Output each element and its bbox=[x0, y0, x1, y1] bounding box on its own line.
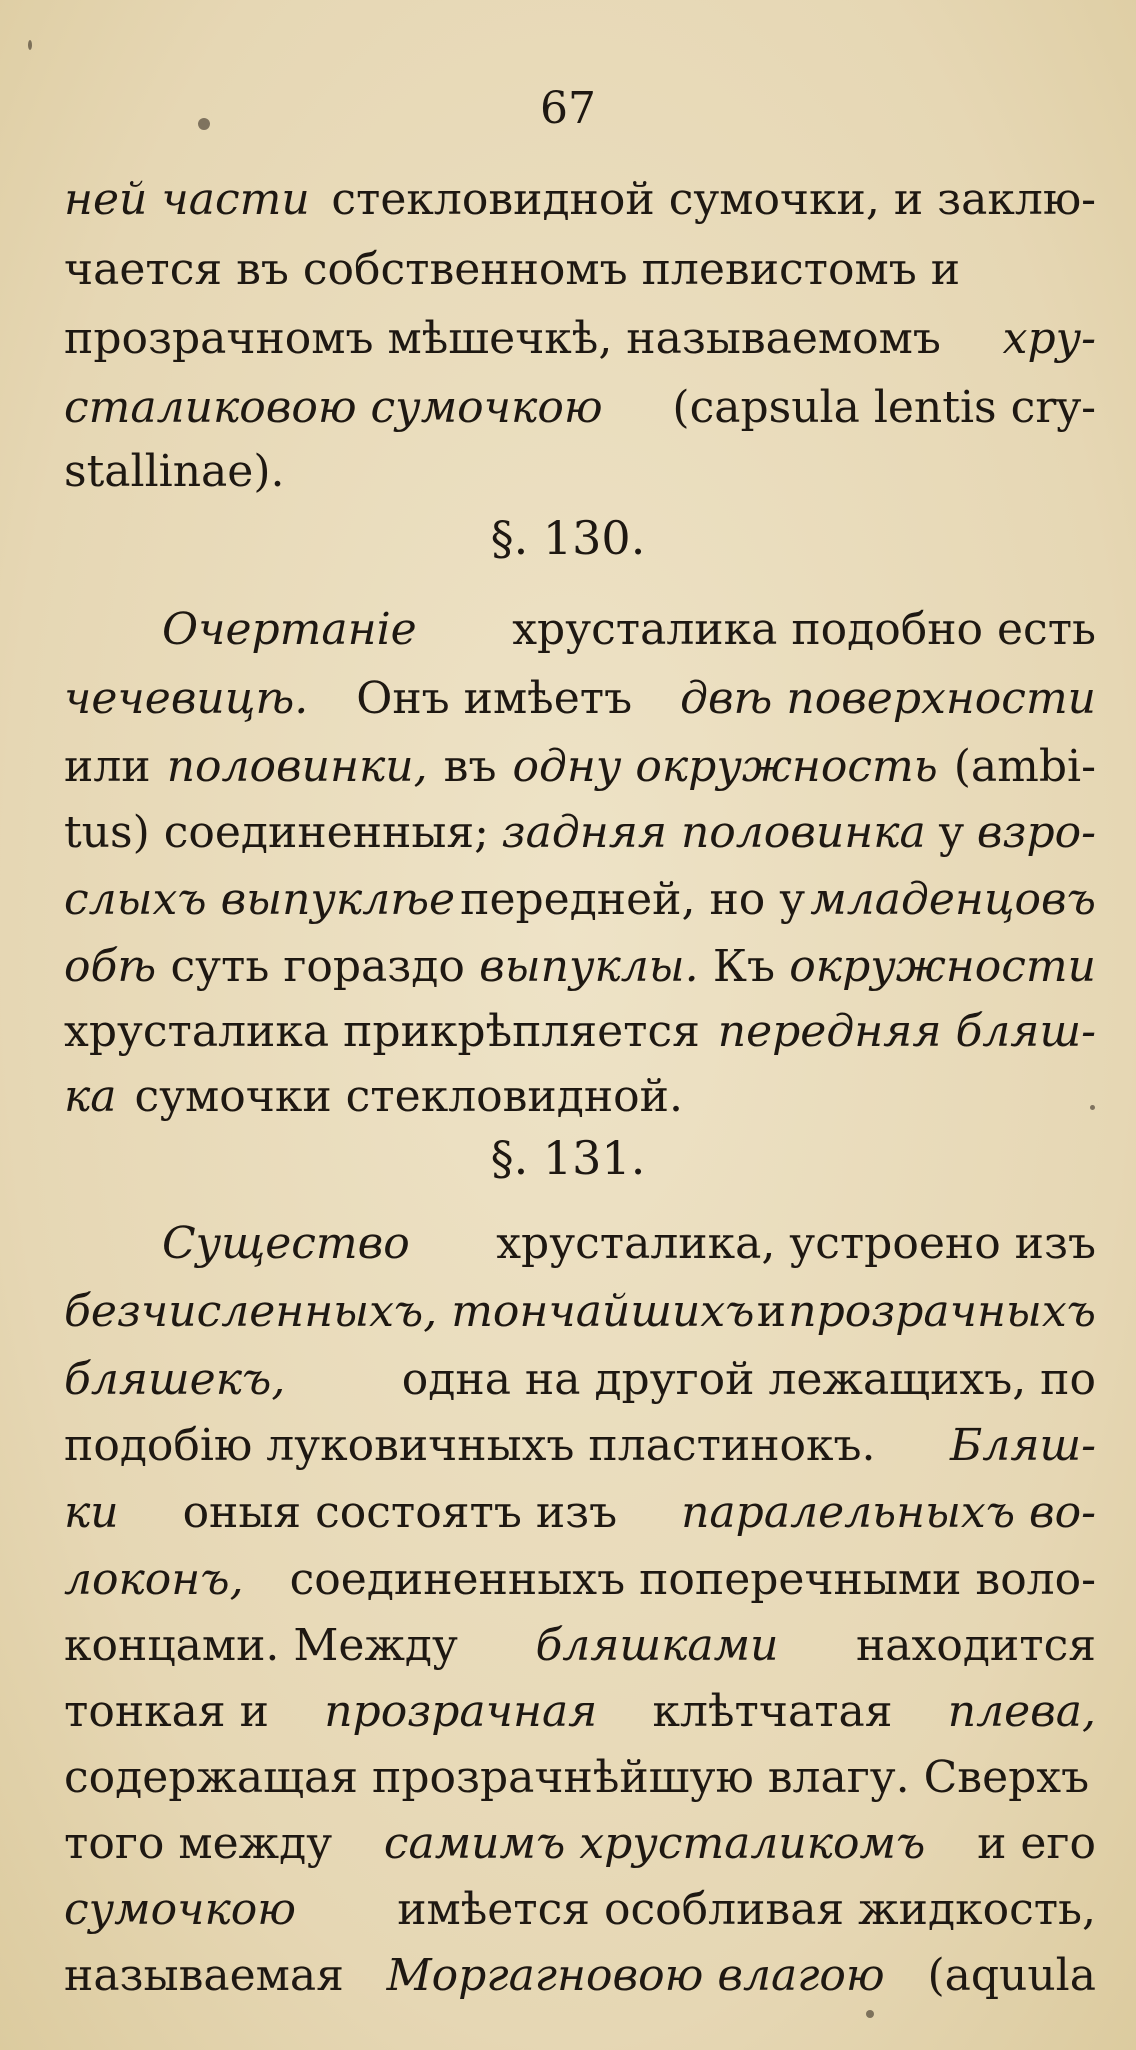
italic-term: взро- bbox=[976, 807, 1096, 858]
ink-speck bbox=[866, 2010, 874, 2018]
text-segment: хрусталика подобно есть bbox=[512, 604, 1096, 655]
text-line bbox=[64, 1614, 1096, 1678]
text-line bbox=[64, 1000, 1096, 1064]
italic-term: двѣ поверхности bbox=[680, 673, 1096, 724]
italic-term: передняя бляш- bbox=[717, 1006, 1096, 1057]
ink-speck bbox=[198, 118, 210, 130]
text-line bbox=[64, 1878, 1096, 1942]
text-segment: хрусталика прикрѣпляется bbox=[64, 1006, 700, 1057]
text-segment: суть гораздо bbox=[170, 941, 465, 992]
text-segment: сумочки стекловидной. bbox=[134, 1071, 683, 1122]
italic-term: прозрачная bbox=[324, 1686, 598, 1737]
text-line bbox=[64, 168, 1096, 232]
italic-term: обѣ bbox=[64, 941, 157, 992]
text-segment: того между bbox=[64, 1818, 333, 1869]
italic-term: слыхъ выпуклѣе bbox=[64, 874, 456, 925]
italic-term: бляшками bbox=[535, 1620, 779, 1671]
italic-term: окружности bbox=[789, 941, 1096, 992]
text-segment: Къ bbox=[712, 941, 775, 992]
text-segment: соединенныхъ поперечными воло- bbox=[289, 1554, 1096, 1605]
italic-term: ки bbox=[64, 1487, 119, 1538]
text-line bbox=[162, 598, 1096, 662]
italic-term: плева, bbox=[947, 1686, 1096, 1737]
text-segment: одна на другой лежащихъ, по bbox=[401, 1354, 1096, 1405]
italic-term: прозрачныхъ bbox=[788, 1286, 1096, 1337]
page-number: 67 bbox=[540, 83, 596, 134]
text-line bbox=[64, 801, 1096, 865]
section-heading-130: §. 130. bbox=[490, 511, 646, 565]
italic-term: Очертаніе bbox=[162, 604, 417, 655]
text-segment: (capsula lentis cry- bbox=[672, 382, 1096, 433]
text-line bbox=[64, 1414, 1096, 1478]
italic-term: младенцовъ bbox=[810, 874, 1096, 925]
text-line bbox=[64, 1944, 1096, 2008]
text-line bbox=[64, 667, 1096, 731]
italic-term: Бляш- bbox=[949, 1420, 1096, 1471]
text-segment: Онъ имѣетъ bbox=[356, 673, 633, 724]
italic-term: локонъ, bbox=[64, 1554, 244, 1605]
text-line bbox=[64, 376, 1096, 440]
text-segment: находится bbox=[855, 1620, 1096, 1671]
italic-term: хру- bbox=[1002, 313, 1096, 364]
text-segment: и bbox=[756, 1286, 787, 1337]
italic-term: паралельныхъ во- bbox=[681, 1487, 1096, 1538]
text-segment: имѣется особливая жидкость, bbox=[397, 1884, 1096, 1935]
text-line bbox=[64, 1746, 1096, 1810]
text-segment: stallinae). bbox=[64, 446, 285, 497]
italic-term: задняя половинка bbox=[501, 807, 926, 858]
text-line bbox=[162, 1212, 1096, 1276]
text-segment: чается въ собственномъ плевистомъ и bbox=[64, 244, 961, 295]
italic-term: безчисленныхъ, тончайшихъ bbox=[64, 1286, 755, 1337]
section-heading-131: §. 131. bbox=[490, 1131, 646, 1185]
text-line bbox=[64, 440, 1096, 504]
text-segment: концами. Между bbox=[64, 1620, 458, 1671]
text-segment: подобію луковичныхъ пластинокъ. bbox=[64, 1420, 876, 1471]
italic-term: чечевицѣ. bbox=[64, 673, 309, 724]
text-line bbox=[64, 238, 1096, 302]
text-segment: клѣтчатая bbox=[652, 1686, 893, 1737]
italic-term: Моргагновою влагою bbox=[386, 1950, 885, 2001]
text-segment: прозрачномъ мѣшечкѣ, называемомъ bbox=[64, 313, 941, 364]
italic-term: одну окружность bbox=[512, 741, 938, 792]
text-segment: (aquula bbox=[927, 1950, 1096, 2001]
italic-term: сталиковою сумочкою bbox=[64, 382, 603, 433]
text-line bbox=[64, 1680, 1096, 1744]
ink-speck bbox=[1090, 1105, 1095, 1110]
italic-term: ней части bbox=[64, 174, 310, 225]
text-line bbox=[64, 1065, 1096, 1129]
italic-term: ка bbox=[64, 1071, 117, 1122]
italic-term: половинки, bbox=[166, 741, 428, 792]
italic-term: самимъ хрусталикомъ bbox=[383, 1818, 926, 1869]
text-segment: хрусталика, устроено изъ bbox=[496, 1218, 1096, 1269]
italic-term: бляшекъ, bbox=[64, 1354, 286, 1405]
ink-speck bbox=[28, 40, 32, 50]
text-segment: и его bbox=[977, 1818, 1096, 1869]
italic-term: сумочкою bbox=[64, 1884, 297, 1935]
text-line bbox=[64, 1280, 1096, 1344]
text-segment: въ bbox=[443, 741, 497, 792]
italic-term: Существо bbox=[162, 1218, 410, 1269]
text-segment: содержащая прозрачнѣйшую влагу. Сверхъ bbox=[64, 1752, 1090, 1803]
text-line bbox=[64, 1548, 1096, 1612]
text-segment: передней, но у bbox=[460, 874, 806, 925]
text-line bbox=[64, 1348, 1096, 1412]
text-line bbox=[64, 935, 1096, 999]
text-line bbox=[64, 1481, 1096, 1545]
text-line bbox=[64, 735, 1096, 799]
text-segment: (ambi- bbox=[953, 741, 1096, 792]
text-segment: у bbox=[938, 807, 965, 858]
text-segment: или bbox=[64, 741, 151, 792]
italic-term: выпуклы. bbox=[479, 941, 699, 992]
text-line bbox=[64, 307, 1096, 371]
text-segment: тонкая и bbox=[64, 1686, 269, 1737]
text-segment: оныя состоятъ изъ bbox=[182, 1487, 618, 1538]
text-segment: tus) соединенныя; bbox=[64, 807, 489, 858]
text-segment: называемая bbox=[64, 1950, 344, 2001]
text-segment: стекловидной сумочки, и заклю- bbox=[331, 174, 1096, 225]
text-line bbox=[64, 868, 1096, 932]
text-line bbox=[64, 1812, 1096, 1876]
